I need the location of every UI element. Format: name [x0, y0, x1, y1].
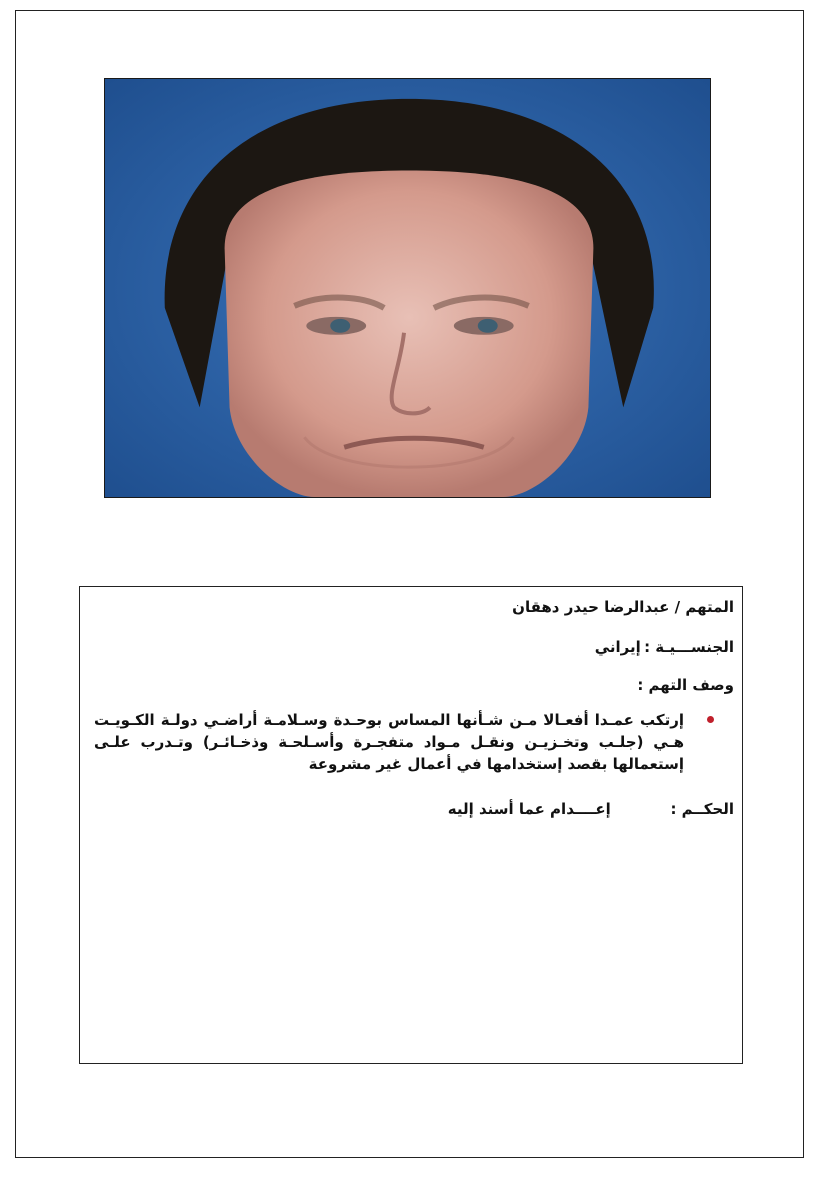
accused-name: عبدالرضا حيدر دهقان	[512, 598, 670, 616]
bullet-icon	[707, 716, 714, 723]
record-box	[79, 586, 743, 1064]
accused-label: المتهم /	[674, 598, 734, 616]
accused-row	[512, 597, 734, 617]
verdict-row	[448, 799, 734, 819]
charge-item	[94, 709, 734, 775]
nationality-row	[595, 637, 734, 657]
nationality-label: الجنســـيـة :	[644, 638, 734, 656]
verdict-value: إعــــدام عما أسند إليه	[447, 800, 611, 818]
portrait-image	[105, 79, 710, 497]
nationality-value: إيراني	[594, 638, 641, 656]
charge-text: إرتكب عمـدا أفعـالا مـن شـأنها المساس بوحـدة وسـلامـة أراضـي دولـة الكـويـت هـي (جلـب وتخـزيـن ونقـل مـواد متفجـرة وأسـلحـة وذخـائـر) وتـدرب علـى إستعمالها بقصد إستخدامها في أعمال غير مشروعة	[94, 711, 684, 773]
charges-title: وصف التهم :	[637, 676, 734, 694]
verdict-label: الحكــم :	[670, 800, 734, 818]
portrait-photo	[104, 78, 711, 498]
